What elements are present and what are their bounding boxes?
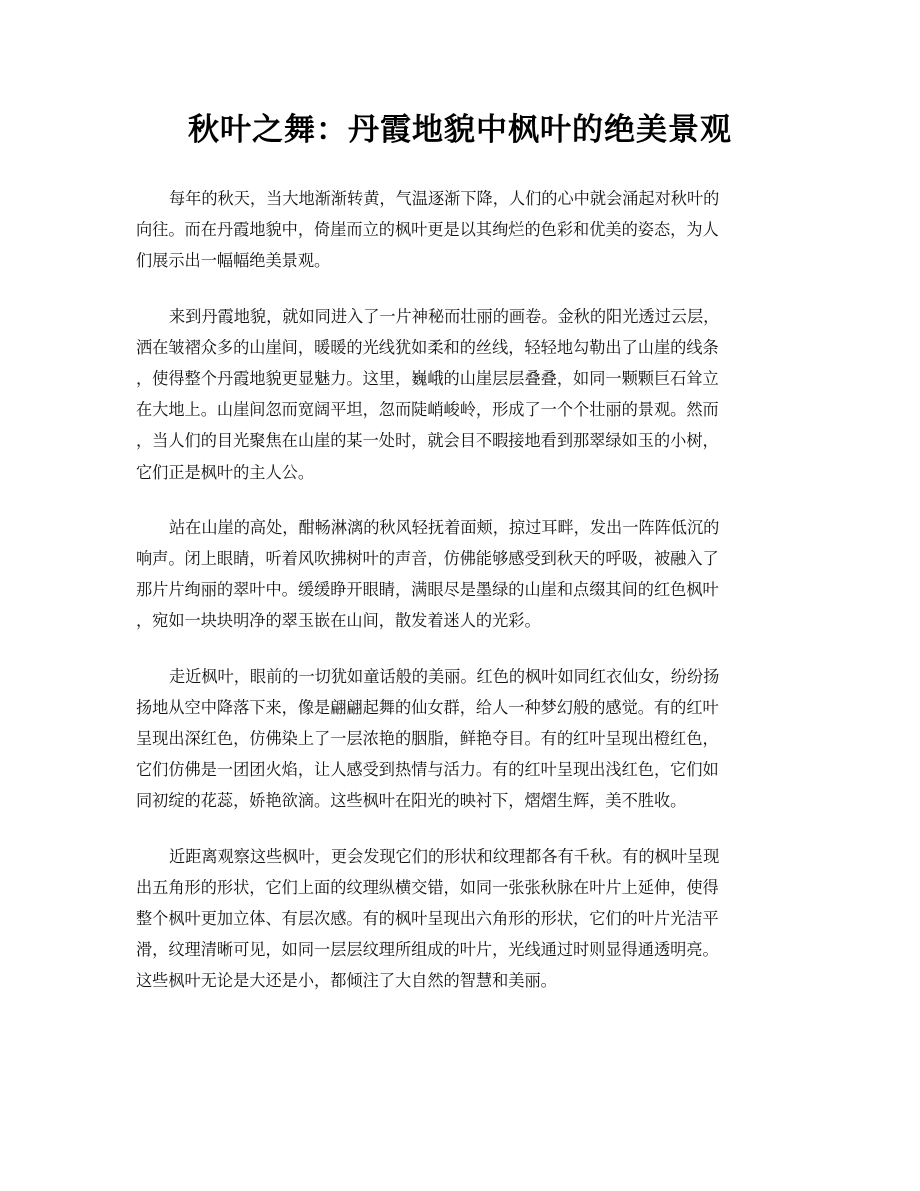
paragraph-line: 向往。而在丹霞地貌中，倚崖而立的枫叶更是以其绚烂的色彩和优美的姿态，为人 xyxy=(136,220,719,240)
paragraph-line: 整个枫叶更加立体、有层次感。有的枫叶呈现出六角形的形状，它们的叶片光洁平 xyxy=(136,909,719,929)
paragraph-line: 走近枫叶，眼前的一切犹如童话般的美丽。红色的枫叶如同红衣仙女，纷纷扬 xyxy=(169,666,720,686)
paragraph-line: 它们正是枫叶的主人公。 xyxy=(136,462,315,482)
paragraph-line: 呈现出深红色，仿佛染上了一层浓艳的胭脂，鲜艳夺目。有的红叶呈现出橙红色， xyxy=(136,729,719,749)
document-body xyxy=(136,183,786,1021)
document-title: 秋叶之舞：丹霞地貌中枫叶的绝美景观 xyxy=(188,112,732,148)
paragraph-line: 扬地从空中降落下来，像是翩翩起舞的仙女群，给人一种梦幻般的感觉。有的红叶 xyxy=(136,697,719,717)
paragraph-line: 来到丹霞地貌，就如同进入了一片神秘而壮丽的画卷。金秋的阳光透过云层， xyxy=(169,306,720,326)
paragraph-line: 那片片绚丽的翠叶中。缓缓睁开眼睛，满眼尽是墨绿的山崖和点缀其间的红色枫叶 xyxy=(136,580,719,600)
paragraph-line: ，当人们的目光聚焦在山崖的某一处时，就会目不暇接地看到那翠绿如玉的小树， xyxy=(136,431,719,451)
paragraph-line: 它们仿佛是一团团火焰，让人感受到热情与活力。有的红叶呈现出浅红色，它们如 xyxy=(136,760,719,780)
paragraph-3 xyxy=(136,512,786,637)
paragraph-line: 站在山崖的高处，酣畅淋漓的秋风轻抚着面颊，掠过耳畔，发出一阵阵低沉的 xyxy=(169,517,720,537)
paragraph-line: ，使得整个丹霞地貌更显魅力。这里，巍峨的山崖层层叠叠，如同一颗颗巨石耸立 xyxy=(136,369,719,389)
paragraph-line: 近距离观察这些枫叶，更会发现它们的形状和纹理都各有千秋。有的枫叶呈现 xyxy=(169,846,720,866)
paragraph-1 xyxy=(136,183,786,277)
paragraph-line: 出五角形的形状，它们上面的纹理纵横交错，如同一张张秋脉在叶片上延伸，使得 xyxy=(136,877,719,897)
paragraph-line: 们展示出一幅幅绝美景观。 xyxy=(136,251,331,271)
paragraph-4 xyxy=(136,661,786,817)
paragraph-line: 这些枫叶无论是大还是小，都倾注了大自然的智慧和美丽。 xyxy=(136,971,557,991)
paragraph-line: 洒在皱褶众多的山崖间，暖暖的光线犹如柔和的丝线，轻轻地勾勒出了山崖的线条 xyxy=(136,337,719,357)
paragraph-line: ，宛如一块块明净的翠玉嵌在山间，散发着迷人的光彩。 xyxy=(136,611,541,631)
paragraph-line: 响声。闭上眼睛，听着风吹拂树叶的声音，仿佛能够感受到秋天的呼吸，被融入了 xyxy=(136,549,719,569)
paragraph-line: 每年的秋天，当大地渐渐转黄，气温逐渐下降，人们的心中就会涌起对秋叶的 xyxy=(169,189,720,208)
paragraph-line: 滑，纹理清晰可见，如同一层层纹理所组成的叶片，光线通过时则显得通透明亮。 xyxy=(136,940,719,960)
paragraph-5 xyxy=(136,841,786,997)
paragraph-2 xyxy=(136,301,786,488)
paragraph-line: 同初绽的花蕊，娇艳欲滴。这些枫叶在阳光的映衬下，熠熠生辉，美不胜收。 xyxy=(136,791,687,811)
paragraph-line: 在大地上。山崖间忽而宽阔平坦，忽而陡峭峻岭，形成了一个个壮丽的景观。然而 xyxy=(136,400,719,420)
